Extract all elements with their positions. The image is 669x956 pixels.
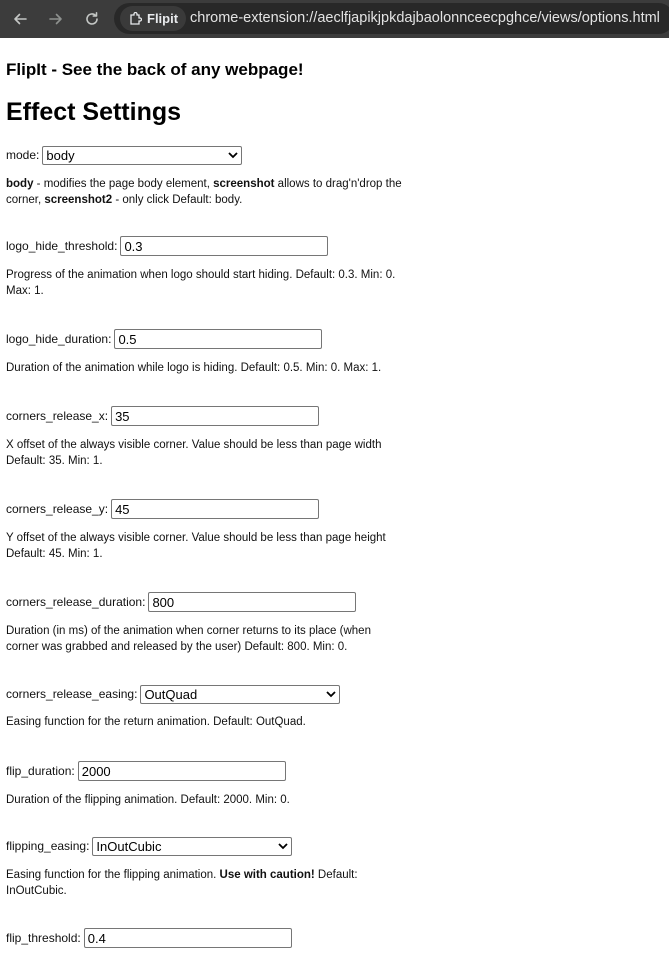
flipping-easing-description: Easing function for the flipping animation. Use with caution! Default: InOutCubic. <box>6 869 358 897</box>
corners-release-duration-label: corners_release_duration <box>6 595 143 609</box>
corners-release-easing-label: corners_release_easing <box>6 687 135 701</box>
flipping-easing-selected-value: InOutCubic <box>96 838 162 854</box>
flip-threshold-label: flip_threshold <box>6 931 78 945</box>
browser-toolbar <box>0 0 669 38</box>
corners-release-duration-description: Duration (in ms) of the animation when corner returns to its place (when corner was grabbed and released by the user) Default: 800. Min: 0. <box>6 625 371 653</box>
setting-logo-hide-threshold: logo_hide_threshold : 0.3 Progress of the animation when logo should start hiding. Default: 0.3. Min: 0. Max: 1. <box>6 236 406 299</box>
flip-duration-label: flip_duration <box>6 764 72 778</box>
setting-corners-release-duration: corners_release_duration : 800 Duration (in ms) of the animation when corner returns to its place (when corner was grabbed and released by the user) Default: 800. Min: 0. <box>6 592 406 655</box>
extension-icon <box>128 12 142 26</box>
corners-release-easing-selected-value: OutQuad <box>144 686 198 702</box>
logo-hide-threshold-input[interactable] <box>120 236 328 256</box>
corners-release-x-description: X offset of the always visible corner. Value should be less than page width Default: 35. Min: 1. <box>6 439 382 467</box>
corners-release-x-input[interactable] <box>111 406 319 426</box>
corners-release-easing-select[interactable] <box>140 685 340 704</box>
setting-flip-duration: flip_duration : 2000 Duration of the flipping animation. Default: 2000. Min: 0. <box>6 761 406 808</box>
logo-hide-duration-description: Duration of the animation while logo is hiding. Default: 0.5. Min: 0. Max: 1. <box>6 362 382 374</box>
site-chip-label: Flipit <box>147 11 179 26</box>
back-button[interactable] <box>8 7 32 31</box>
logo-hide-duration-input[interactable] <box>114 329 322 349</box>
corners-release-easing-description: Easing function for the return animation. Default: OutQuad. <box>6 716 306 728</box>
forward-button[interactable] <box>44 7 68 31</box>
mode-description: body - modifies the page body element, screenshot allows to drag'n'drop the corner, screenshot2 - only click Default: body. <box>6 178 402 206</box>
mode-label: mode <box>6 148 37 162</box>
flipping-easing-label: flipping_easing <box>6 839 87 853</box>
chevron-down-icon <box>278 843 288 850</box>
flip-duration-input[interactable] <box>78 761 286 781</box>
chevron-down-icon <box>326 691 336 698</box>
mode-selected-value: body <box>46 147 75 163</box>
setting-corners-release-easing: corners_release_easing : OutQuad Easing function for the return animation. Default: OutQuad. <box>6 684 406 730</box>
setting-logo-hide-duration: logo_hide_duration : 0.5 Duration of the animation while logo is hiding. Default: 0.5. Min: 0. Max: 1. <box>6 329 406 376</box>
corners-release-y-label: corners_release_y <box>6 502 105 516</box>
logo-hide-duration-label: logo_hide_duration <box>6 332 109 346</box>
setting-mode: mode : body body - modifies the page body element, screenshot allows to drag'n'drop the corner, screenshot2 - only click Default: body. <box>6 145 406 208</box>
corners-release-y-description: Y offset of the always visible corner. Value should be less than page height Default: 45. Min: 1. <box>6 532 386 560</box>
mode-select[interactable] <box>42 146 242 165</box>
flip-threshold-input[interactable] <box>84 928 292 948</box>
chevron-down-icon <box>228 152 238 159</box>
corners-release-y-input[interactable] <box>111 499 319 519</box>
brand-title: FlipIt - See the back of any webpage! <box>6 60 304 79</box>
section-title: Effect Settings <box>6 98 182 126</box>
logo-hide-threshold-label: logo_hide_threshold <box>6 239 115 253</box>
address-bar[interactable] <box>114 3 669 34</box>
flipping-easing-select[interactable] <box>92 837 292 856</box>
arrow-right-icon <box>48 11 64 27</box>
arrow-left-icon <box>12 11 28 27</box>
reload-icon <box>84 11 100 27</box>
flip-duration-description: Duration of the flipping animation. Default: 2000. Min: 0. <box>6 794 290 806</box>
url-text[interactable]: chrome-extension://aeclfjapikjpkdajbaolonnceecpghce/views/options.html <box>190 10 660 26</box>
logo-hide-threshold-description: Progress of the animation when logo should start hiding. Default: 0.3. Min: 0. Max: 1. <box>6 269 396 297</box>
site-info-chip[interactable] <box>120 6 186 31</box>
setting-flip-threshold: flip_threshold : 0.4 <box>6 928 406 948</box>
reload-button[interactable] <box>80 7 104 31</box>
setting-corners-release-y: corners_release_y : 45 Y offset of the always visible corner. Value should be less than page height Default: 45. Min: 1. <box>6 499 406 562</box>
corners-release-x-label: corners_release_x <box>6 409 105 423</box>
corners-release-duration-input[interactable] <box>148 592 356 612</box>
setting-flipping-easing: flipping_easing : InOutCubic Easing function for the flipping animation. Use with caution! Default: InOutCubic. <box>6 836 406 899</box>
setting-corners-release-x: corners_release_x : 35 X offset of the always visible corner. Value should be less than page width Default: 35. Min: 1. <box>6 406 406 469</box>
